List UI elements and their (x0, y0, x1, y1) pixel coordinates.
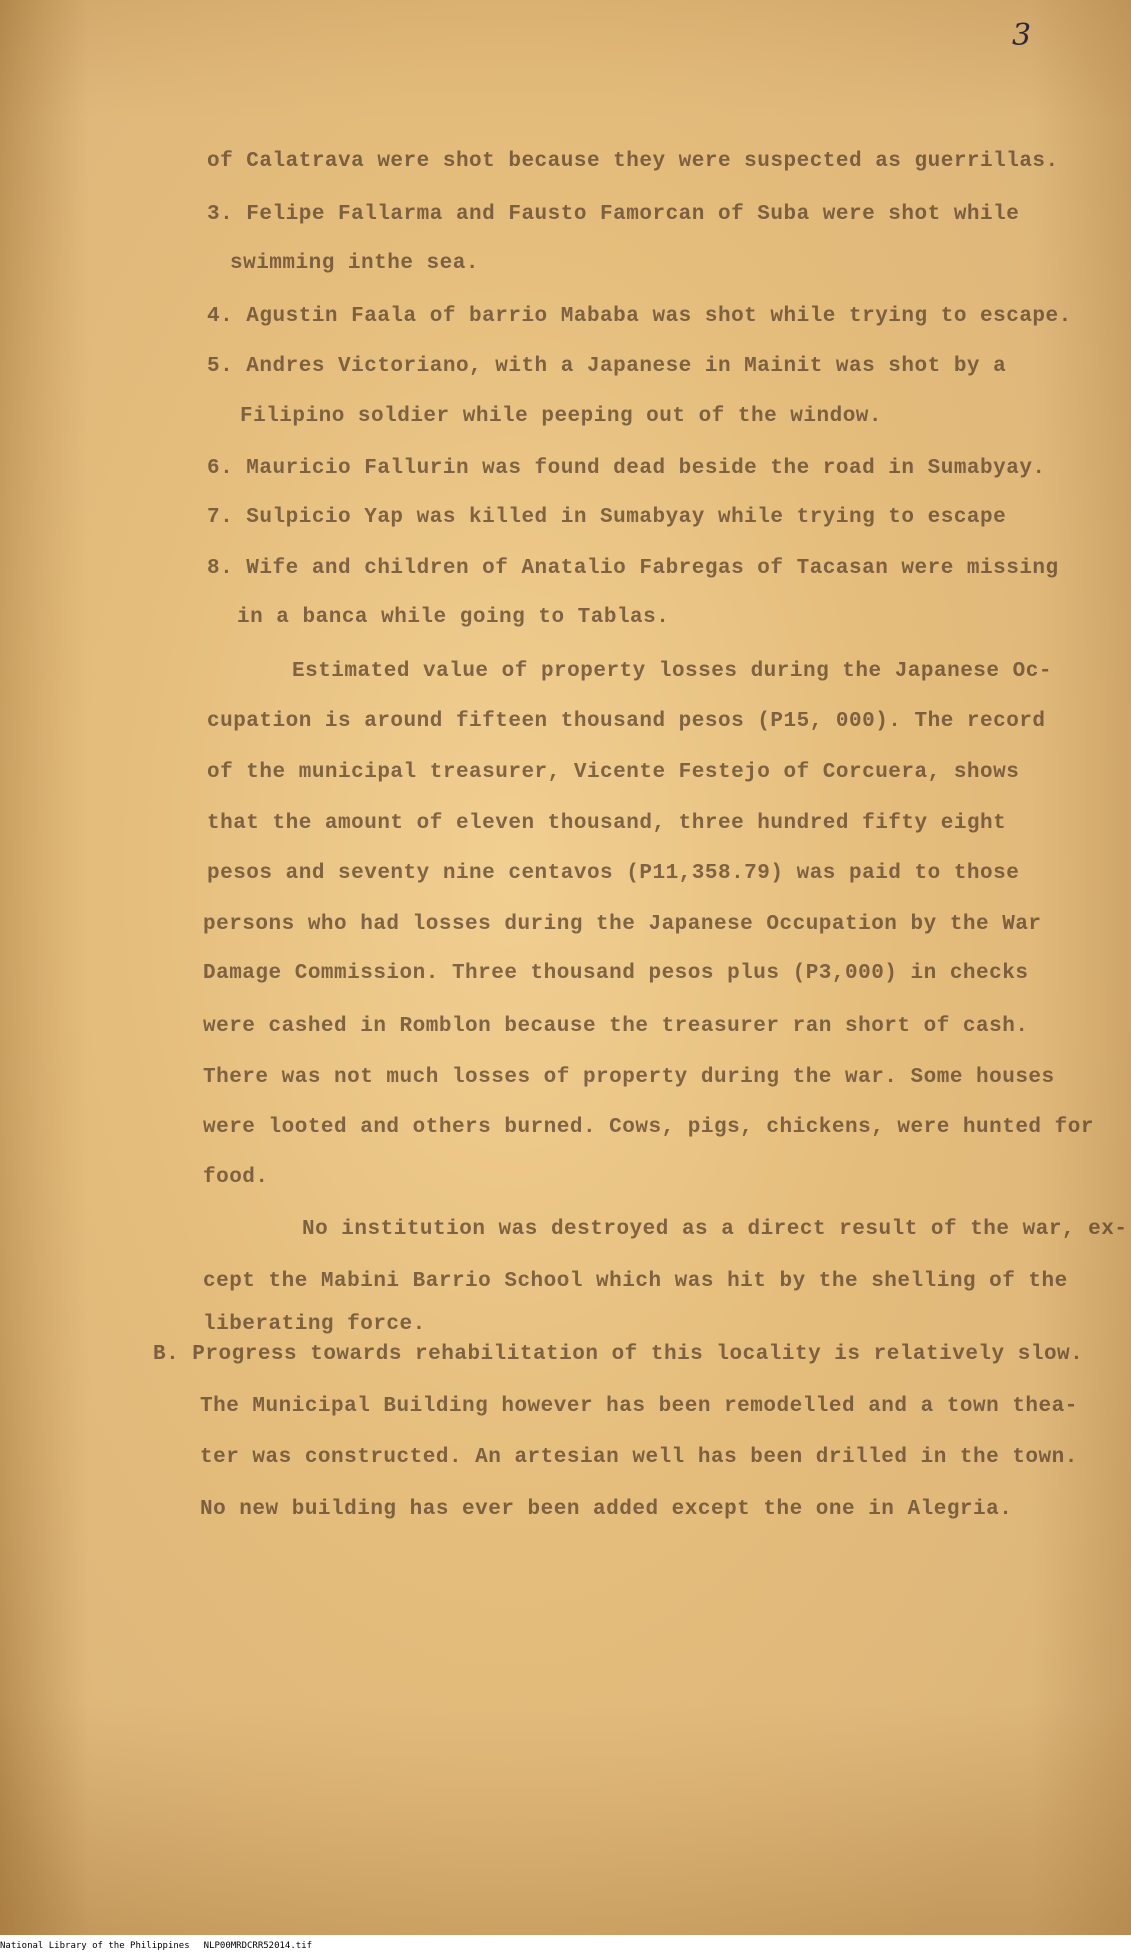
text-line: persons who had losses during the Japanese Occupation by the War (203, 913, 1042, 936)
text-line: were cashed in Romblon because the treasurer ran short of cash. (203, 1015, 1029, 1038)
text-line: Estimated value of property losses during the Japanese Oc- (292, 660, 1052, 683)
text-line: liberating force. (203, 1313, 426, 1336)
text-line: Filipino soldier while peeping out of the window. (240, 405, 883, 428)
text-line: cupation is around fifteen thousand pesos (P15, 000). The record (207, 710, 1046, 733)
text-line: ter was constructed. An artesian well has been drilled in the town. (200, 1446, 1078, 1469)
text-line: food. (203, 1166, 269, 1189)
text-line: The Municipal Building however has been remodelled and a town thea- (200, 1395, 1078, 1418)
text-line: 8. Wife and children of Anatalio Fabregas of Tacasan were missing (207, 557, 1059, 580)
text-line: No institution was destroyed as a direct result of the war, ex- (302, 1218, 1128, 1241)
text-line: pesos and seventy nine centavos (P11,358.79) was paid to those (207, 862, 1020, 885)
text-line: swimming inthe sea. (230, 252, 479, 275)
text-line: that the amount of eleven thousand, three hundred fifty eight (207, 812, 1007, 835)
page-number: 3 (1012, 18, 1032, 53)
footer-library: National Library of the Philippines (0, 1941, 190, 1951)
text-line: were looted and others burned. Cows, pigs, chickens, were hunted for (203, 1116, 1094, 1139)
text-line: No new building has ever been added except the one in Alegria. (200, 1498, 1013, 1521)
text-line: B. Progress towards rehabilitation of this locality is relatively slow. (153, 1343, 1084, 1366)
text-line: 6. Mauricio Fallurin was found dead beside the road in Sumabyay. (207, 457, 1046, 480)
text-line: 4. Agustin Faala of barrio Mababa was shot while trying to escape. (207, 305, 1072, 328)
text-line: of Calatrava were shot because they were suspected as guerrillas. (207, 150, 1059, 173)
text-line: 3. Felipe Fallarma and Fausto Famorcan of Suba were shot while (207, 203, 1020, 226)
text-line: cept the Mabini Barrio School which was hit by the shelling of the (203, 1270, 1068, 1293)
text-line: in a banca while going to Tablas. (237, 606, 670, 629)
text-line: 5. Andres Victoriano, with a Japanese in Mainit was shot by a (207, 355, 1007, 378)
text-line: Damage Commission. Three thousand pesos plus (P3,000) in checks (203, 962, 1029, 985)
footer-file: NLP00MRDCRR52014.tif (203, 1941, 313, 1951)
text-line: 7. Sulpicio Yap was killed in Sumabyay while trying to escape (207, 506, 1007, 529)
scan-footer (0, 1941, 326, 1951)
text-line: of the municipal treasurer, Vicente Festejo of Corcuera, shows (207, 761, 1020, 784)
text-line: There was not much losses of property during the war. Some houses (203, 1066, 1055, 1089)
